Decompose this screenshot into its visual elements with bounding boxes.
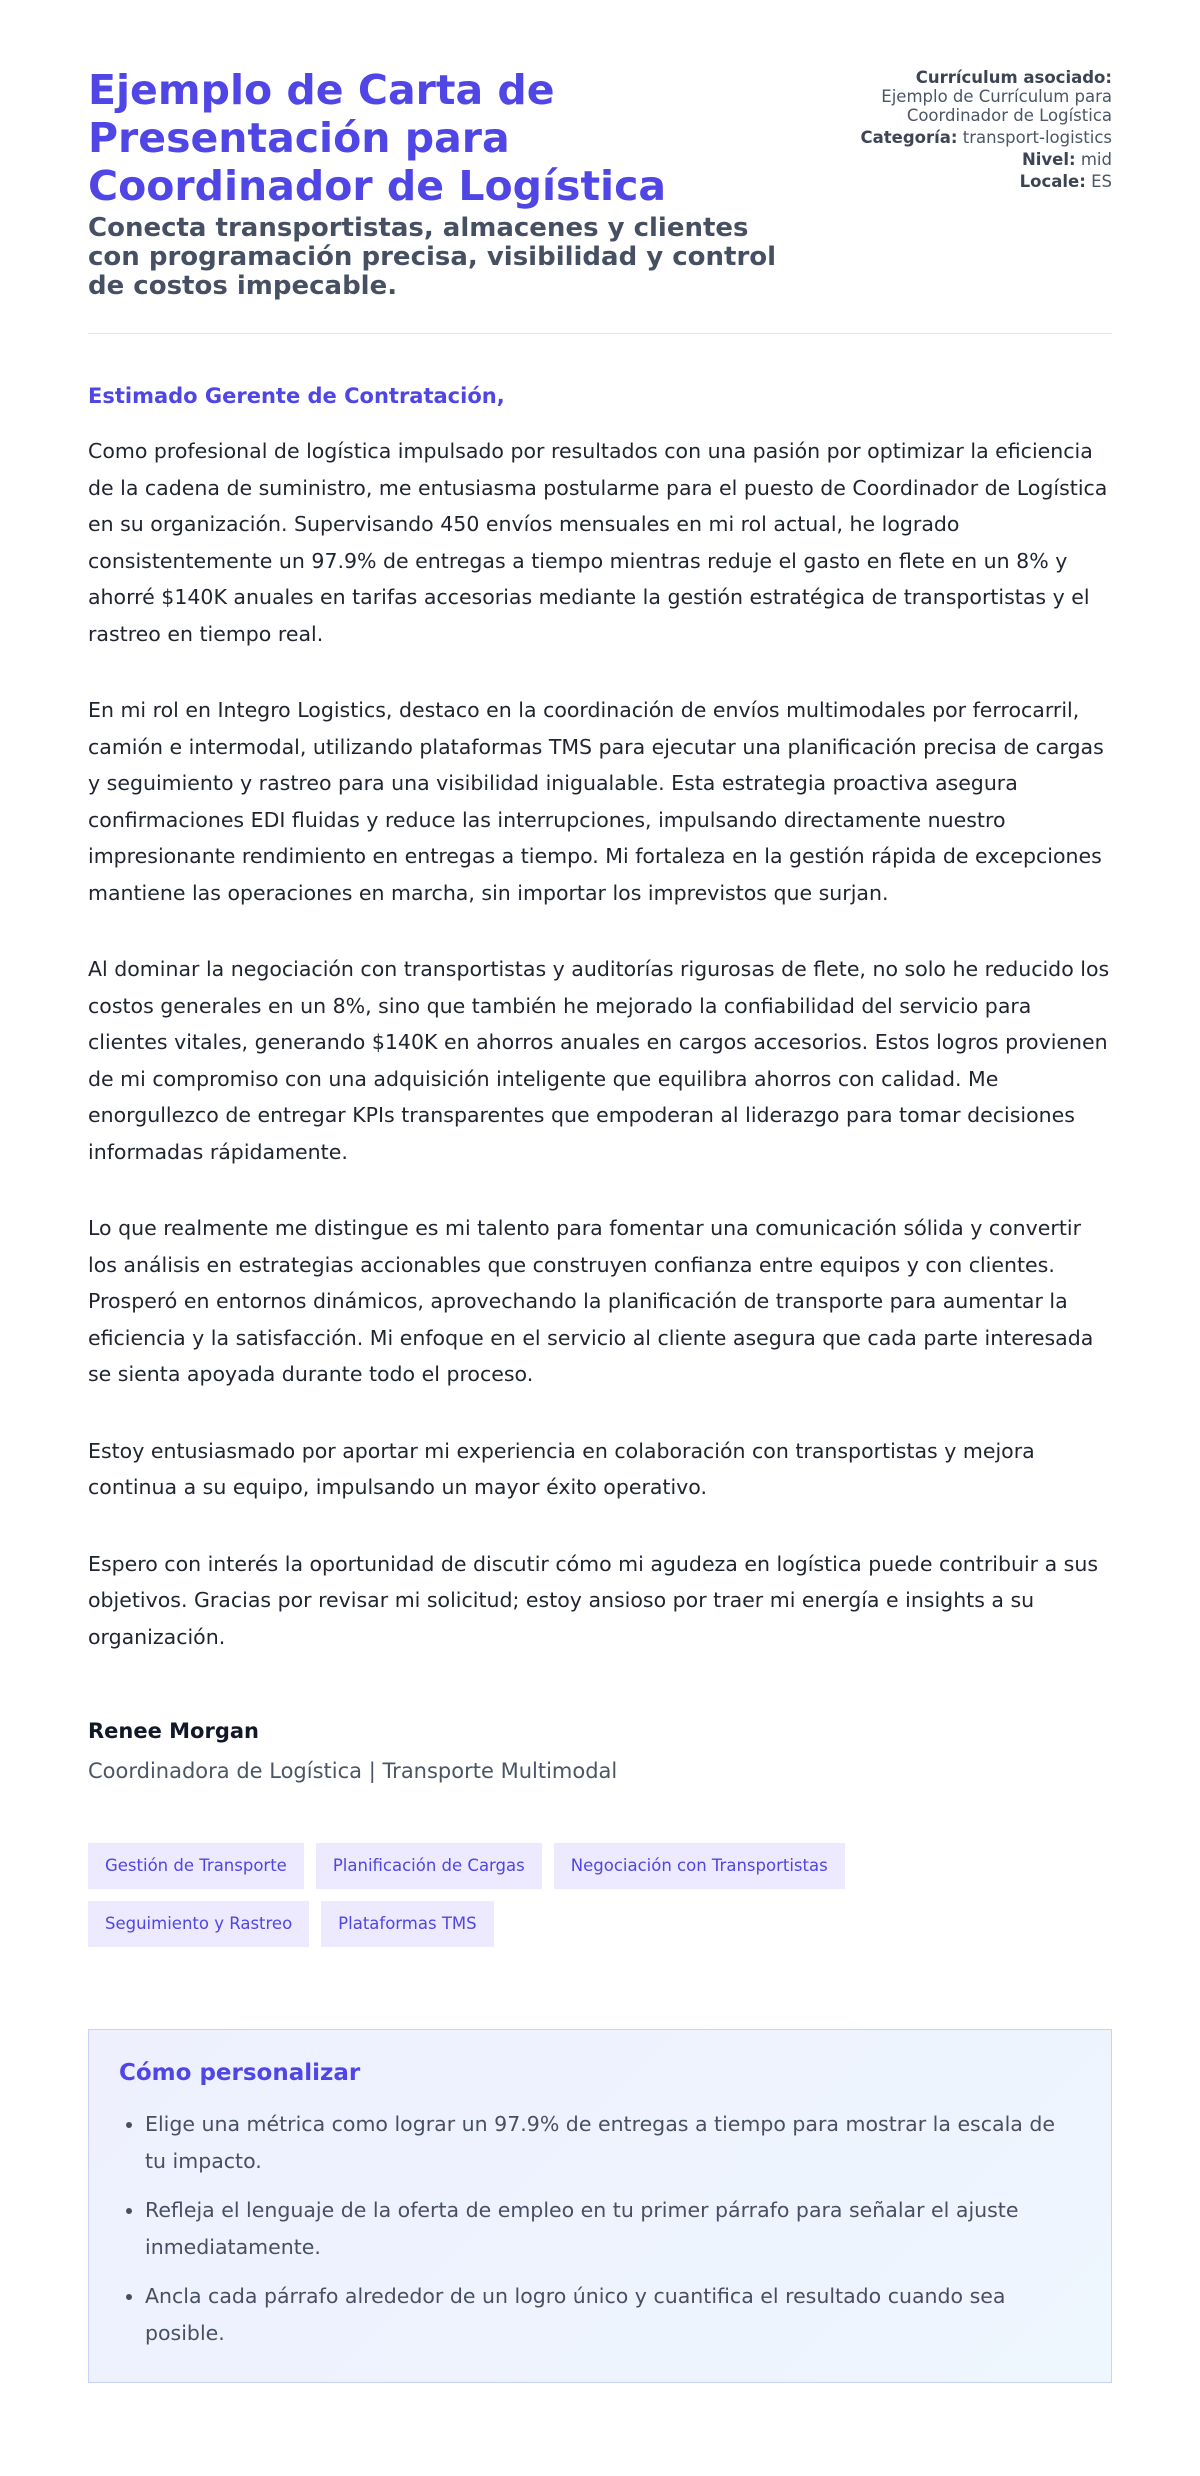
skill-tag: Gestión de Transporte bbox=[88, 1843, 304, 1889]
skill-tags bbox=[88, 1843, 968, 1959]
tip-item: • Ancla cada párrafo alrededor de un logro único y cuantifica el resultado cuando sea posible. bbox=[145, 2278, 1081, 2352]
header bbox=[88, 66, 1112, 334]
meta-category bbox=[812, 128, 1112, 147]
greeting: Estimado Gerente de Contratación, bbox=[88, 384, 505, 408]
tip-item: • Elige una métrica como lograr un 97.9% de entregas a tiempo para mostrar la escala de tu impacto. bbox=[145, 2106, 1081, 2180]
tips-list bbox=[119, 2106, 1081, 2352]
skill-tag: Planificación de Cargas bbox=[316, 1843, 542, 1889]
letter-paragraph: Al dominar la negociación con transportistas y auditorías rigurosas de flete, no solo he reducido los costos generales en un 8%, sino que también he mejorado la confiabilidad del servicio para clientes vitales, generando $140K en ahorros anuales en cargos accesorios. Estos logros provienen de mi compromiso con una adquisición inteligente que equilibra ahorros con calidad. Me enorgullezco de entregar KPIs transparentes que empoderan al liderazgo para tomar decisiones informadas rápidamente. bbox=[88, 957, 1110, 1164]
letter-paragraph: Espero con interés la oportunidad de discutir cómo mi agudeza en logística puede contribuir a sus objetivos. Gracias por revisar mi solicitud; estoy ansioso por traer mi energía e insights a su organización. bbox=[88, 1551, 1099, 1649]
skill-tag: Seguimiento y Rastreo bbox=[88, 1901, 309, 1947]
meta-level bbox=[812, 150, 1112, 169]
meta-resume-label: Currículum asociado: bbox=[915, 68, 1112, 87]
meta-level-value: mid bbox=[1080, 150, 1112, 169]
letter-paragraph: Como profesional de logística impulsado por resultados con una pasión por optimizar la eficiencia de la cadena de suministro, me entusiasma postularme para el puesto de Coordinador de Logística en su organización. Supervisando 450 envíos mensuales en mi rol actual, he logrado consistentemente un 97.9% de entregas a tiempo mientras reduje el gasto en flete en un 8% y ahorré $140K anuales en tarifas accesorias mediante la gestión estratégica de transportistas y el rastreo en tiempo real. bbox=[88, 439, 1108, 646]
meta-category-value: transport-logistics bbox=[962, 128, 1112, 147]
letter-paragraph: En mi rol en Integro Logistics, destaco en la coordinación de envíos multimodales por ferrocarril, camión e intermodal, utilizando plataformas TMS para ejecutar una planificación precisa de cargas y seguimiento y rastreo para una visibilidad inigualable. Esta estrategia proactiva asegura confirmaciones EDI fluidas y reduce las interrupciones, impulsando directamente nuestro impresionante rendimiento en entregas a tiempo. Mi fortaleza en la gestión rápida de excepciones mantiene las operaciones en marcha, sin importar los imprevistos que surjan. bbox=[88, 698, 1104, 905]
tips-title: Cómo personalizar bbox=[119, 2060, 361, 2086]
skill-tag: Plataformas TMS bbox=[321, 1901, 493, 1947]
page-subtitle: Conecta transportistas, almacenes y clientes con programación precisa, visibilidad y control de costos impecable. bbox=[88, 213, 777, 301]
document bbox=[88, 0, 1112, 2383]
signature-role: Coordinadora de Logística | Transporte Multimodal bbox=[88, 1759, 618, 1783]
meta-resume-value: Ejemplo de Currículum para Coordinador de Logística bbox=[881, 87, 1112, 125]
meta-resume bbox=[812, 68, 1112, 125]
skill-tag: Negociación con Transportistas bbox=[554, 1843, 845, 1889]
page-title: Ejemplo de Carta de Presentación para Coordinador de Logística bbox=[88, 66, 667, 210]
letter-paragraph: Lo que realmente me distingue es mi talento para fomentar una comunicación sólida y convertir los análisis en estrategias accionables que construyen confianza entre equipos y con clientes. Prosperó en entornos dinámicos, aprovechando la planificación de transporte para aumentar la eficiencia y la satisfacción. Mi enfoque en el servicio al cliente asegura que cada parte interesada se sienta apoyada durante todo el proceso. bbox=[88, 1216, 1094, 1386]
header-left bbox=[88, 66, 798, 301]
signature bbox=[88, 1717, 1112, 1785]
letter-body bbox=[88, 382, 1112, 1655]
meta-panel bbox=[812, 66, 1112, 194]
meta-locale-value: ES bbox=[1091, 172, 1112, 191]
tip-item: • Refleja el lenguaje de la oferta de empleo en tu primer párrafo para señalar el ajuste inmediatamente. bbox=[145, 2192, 1081, 2266]
meta-locale-label: Locale: bbox=[1019, 172, 1086, 191]
meta-level-label: Nivel: bbox=[1021, 150, 1076, 169]
letter-paragraph: Estoy entusiasmado por aportar mi experiencia en colaboración con transportistas y mejora continua a su equipo, impulsando un mayor éxito operativo. bbox=[88, 1438, 1035, 1499]
signature-name: Renee Morgan bbox=[88, 1719, 259, 1743]
customization-tips bbox=[88, 2029, 1112, 2383]
meta-category-label: Categoría: bbox=[860, 128, 958, 147]
meta-locale bbox=[812, 172, 1112, 191]
